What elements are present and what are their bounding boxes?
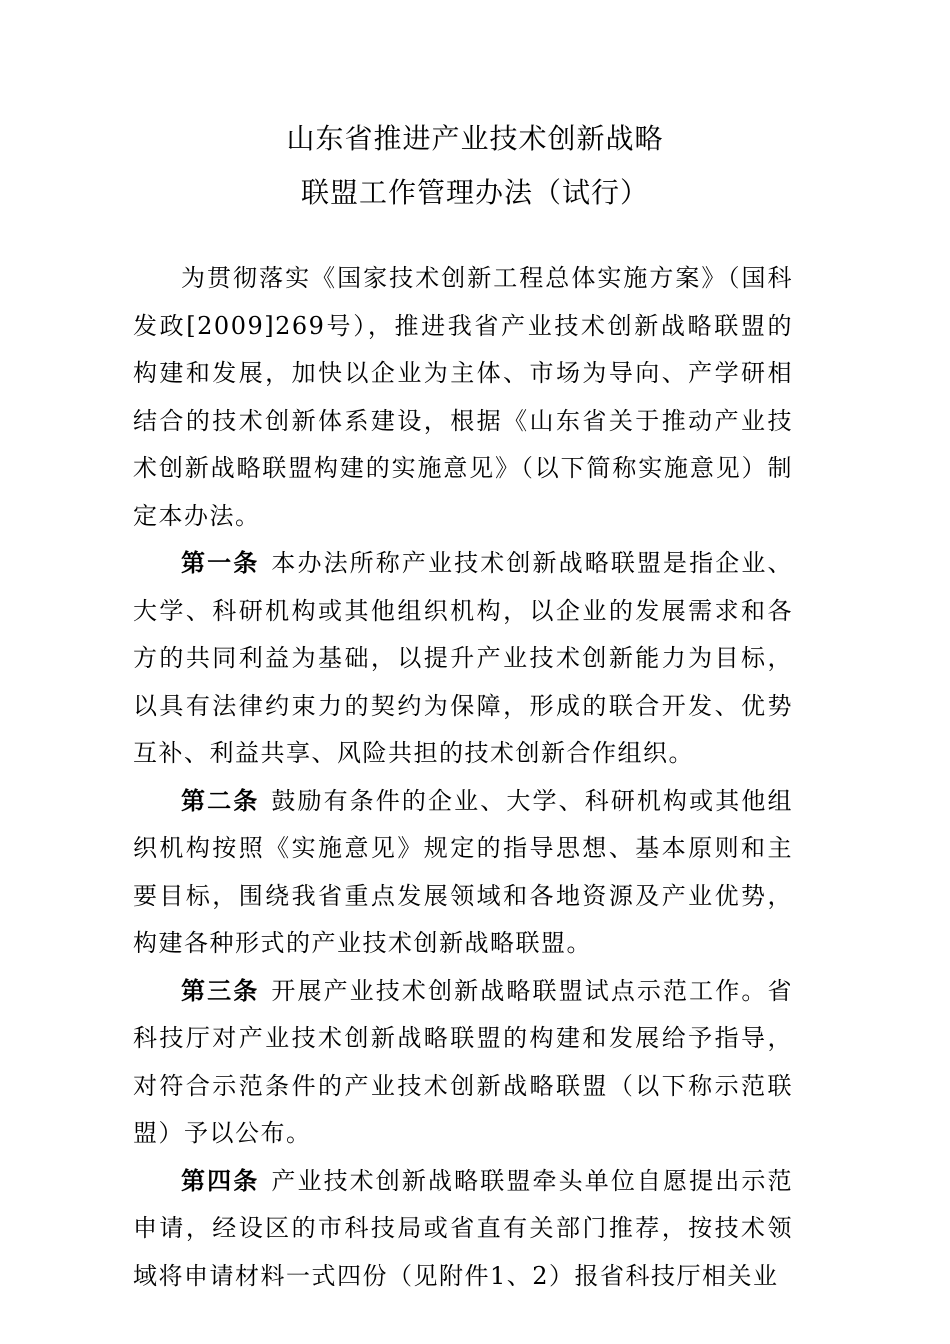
document-title — [0, 112, 950, 220]
article-2-text: 鼓励有条件的企业、大学、科研机构或其他组织机构按照《实施意见》规定的指导思想、基本原则和主要目标，围绕我省重点发展领域和各地资源及产业优势，构建各种形式的产业技术创新战略联盟。 — [133, 786, 794, 957]
title-line-2: 联盟工作管理办法（试行） — [300, 176, 649, 209]
article-4 — [133, 1158, 793, 1301]
article-3-text: 开展产业技术创新战略联盟试点示范工作。省科技厅对产业技术创新战略联盟的构建和发展给予指导，对符合示范条件的产业技术创新战略联盟（以下称示范联盟）予以公布。 — [133, 976, 794, 1147]
article-2 — [133, 778, 793, 968]
article-3 — [133, 968, 793, 1158]
article-4-label: 第四条 — [181, 1166, 260, 1195]
document-body — [133, 255, 793, 1300]
article-1 — [133, 540, 793, 778]
article-4-text: 产业技术创新战略联盟牵头单位自愿提出示范申请，经设区的市科技局或省直有关部门推荐，按技术领域将申请材料一式四份（见附件1、2）报省科技厅相关业 — [133, 1166, 794, 1290]
preamble-paragraph: 为贯彻落实《国家技术创新工程总体实施方案》（国科发政[2009]269号），推进我省产业技术创新战略联盟的构建和发展，加快以企业为主体、市场为导向、产学研相结合的技术创新体系建设，根据《山东省关于推动产业技术创新战略联盟构建的实施意见》（以下简称实施意见）制定本办法。 — [133, 264, 793, 530]
article-1-text: 本办法所称产业技术创新战略联盟是指企业、大学、科研机构或其他组织机构，以企业的发展需求和各方的共同利益为基础，以提升产业技术创新能力为目标，以具有法律约束力的契约为保障，形成的联合开发、优势互补、利益共享、风险共担的技术创新合作组织。 — [133, 549, 794, 767]
title-line-1: 山东省推进产业技术创新战略 — [286, 122, 664, 155]
article-3-label: 第三条 — [181, 976, 260, 1005]
article-1-label: 第一条 — [181, 549, 260, 577]
article-2-label: 第二条 — [181, 786, 260, 815]
